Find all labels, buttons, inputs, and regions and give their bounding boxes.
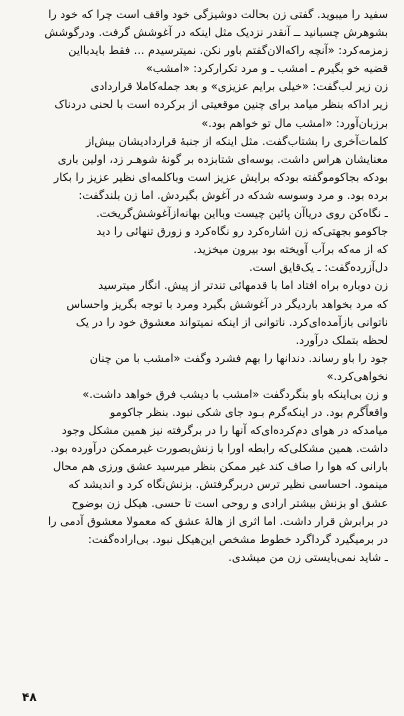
paragraph bbox=[16, 205, 388, 259]
paragraph bbox=[16, 133, 388, 205]
paragraph bbox=[16, 259, 388, 277]
text-line: برزبان‌آورد: «امشب مال تو خواهم بود.» bbox=[201, 116, 388, 130]
text-line: معنایشان هراس داشت. بوسه‌ای شتابزده بر گونهٔ شوهـر زد، اولین باری bbox=[57, 152, 388, 166]
text-line: برده بود. و مرد وسوسه شدکه در آغوش بگیردش. اما زن بلندگفت: bbox=[78, 188, 388, 202]
text-line: زمزمه‌کرد: «آنچه راکه‌الان‌گفتم باور نکن. نمیترسیدم ... فقط بایدبااین bbox=[68, 44, 388, 58]
paragraph bbox=[16, 549, 388, 567]
text-line: که از مه‌که بر‌آب آویخته بود بیرون میخزید. bbox=[193, 243, 388, 257]
paragraph bbox=[16, 277, 388, 349]
paragraph bbox=[16, 78, 388, 132]
text-line: جود را باو رساند. دندانها را بهم فشرد وگفت «امشب با من چنان bbox=[89, 351, 388, 365]
text-line: زن دوباره براه افتاد اما با قدمهائی تندتر از پیش. انگار میترسید bbox=[98, 279, 388, 293]
text-line: در برابرش قرار داشت. اما اثری از هالهٔ عشق که معمولا معشوق آدمی را bbox=[48, 514, 388, 528]
text-line: ـ شاید نمی‌بایستی زن من میشدی. bbox=[228, 550, 388, 564]
text-line: زن زیر لب‌گفت: «خیلی برایم عزیزی» و بعد جمله‌کاملا قراردادی bbox=[90, 80, 388, 94]
text-line: لحظه بتملک درآورد. bbox=[295, 333, 388, 347]
text-line: عشق او بزنش بیشتر ارادی و روحی است تا حسی. هیکل زن بوضوح bbox=[71, 496, 388, 510]
page-body bbox=[16, 6, 388, 567]
text-line: و زن بی‌اینکه باو بنگردگفت «امشب با دیشب فرق خواهد داشت.» bbox=[82, 387, 388, 401]
text-line: ناتوانی بازآمده‌ای‌کرد. ناتوانی از اینکه نمیتواند معشوق خود را در یک bbox=[75, 315, 388, 329]
text-line: بشوهرش چسبانید ــ آنقدر نزدیک مثل اینکه در آغوشش گرفت. ودرگوشش bbox=[44, 26, 388, 40]
text-line: قضیه خو بگیرم ـ امشب ـ و مرد تکرارکرد: «امشب» bbox=[145, 62, 388, 76]
text-line: که مرد بخواهد باردیگر در آغوشش بگیرد ومرد با توجه بگریز واحساس bbox=[66, 297, 388, 311]
text-line: داشت. همین مشکلی‌که رابطه اورا با زنش‌بصورت غیرممکن در‌آورده بود. bbox=[50, 442, 388, 456]
text-line: میامدکه در هوای دم‌کرده‌ای‌که آنها را در برگرفته نیز همین مشکل وجود bbox=[61, 424, 388, 438]
text-line: سفید را میبوید. گفتی زن بحالت دوشیزگی خود واقف است چرا که خود را bbox=[48, 8, 388, 21]
paragraph bbox=[16, 350, 388, 386]
text-line: واقعاً‌گرم بود. در اینکه‌گرم بـود جای شکی نبود. بنظر جاکومو bbox=[109, 406, 388, 420]
text-line: کلمات‌آخری را بشتاب‌گفت. مثل اینکه از جنبهٔ قراردادیشان بیش‌از bbox=[85, 134, 388, 148]
text-line: ـ نگاه‌کن روی دریا‌آن پائین چیست وبااین بهانه‌از‌آغوشش‌گریخت. bbox=[96, 207, 388, 221]
text-line: بودکه بجاکوموگفته بودکه برایش عزیز است وباکلمه‌ای نظیر عزیز را بکار bbox=[53, 170, 388, 184]
text-line: در برمیگیرد گرداگرد خطوط مشخص این‌هیکل نبود. بی‌اراده‌گفت: bbox=[88, 532, 388, 546]
text-line: مینمود. احساسی نظیر ترس در‌برگرفتش. بزنش‌نگاه کرد و اندیشد که bbox=[68, 478, 388, 492]
text-line: جاکومو بجهتی‌که زن اشاره‌کرد رو نگاه‌کرد و زورق تنهائی را دید bbox=[96, 225, 388, 239]
paragraph bbox=[16, 386, 388, 549]
page-number: ۴۸ bbox=[22, 690, 37, 704]
text-line: نخواهی‌کرد.» bbox=[326, 369, 388, 383]
text-line: زیر اداکه بنظر میامد برای چنین موقعیتی از برکرده است با لحنی دردناک bbox=[54, 98, 388, 112]
paragraph bbox=[16, 6, 388, 78]
text-line: دل‌آزرده‌گفت: ـ یک‌قایق است. bbox=[249, 261, 388, 275]
text-line: بارانی که هوا را صاف کند غیر ممکن بنظر میرسید عشق ورزی هم محال bbox=[52, 460, 388, 474]
